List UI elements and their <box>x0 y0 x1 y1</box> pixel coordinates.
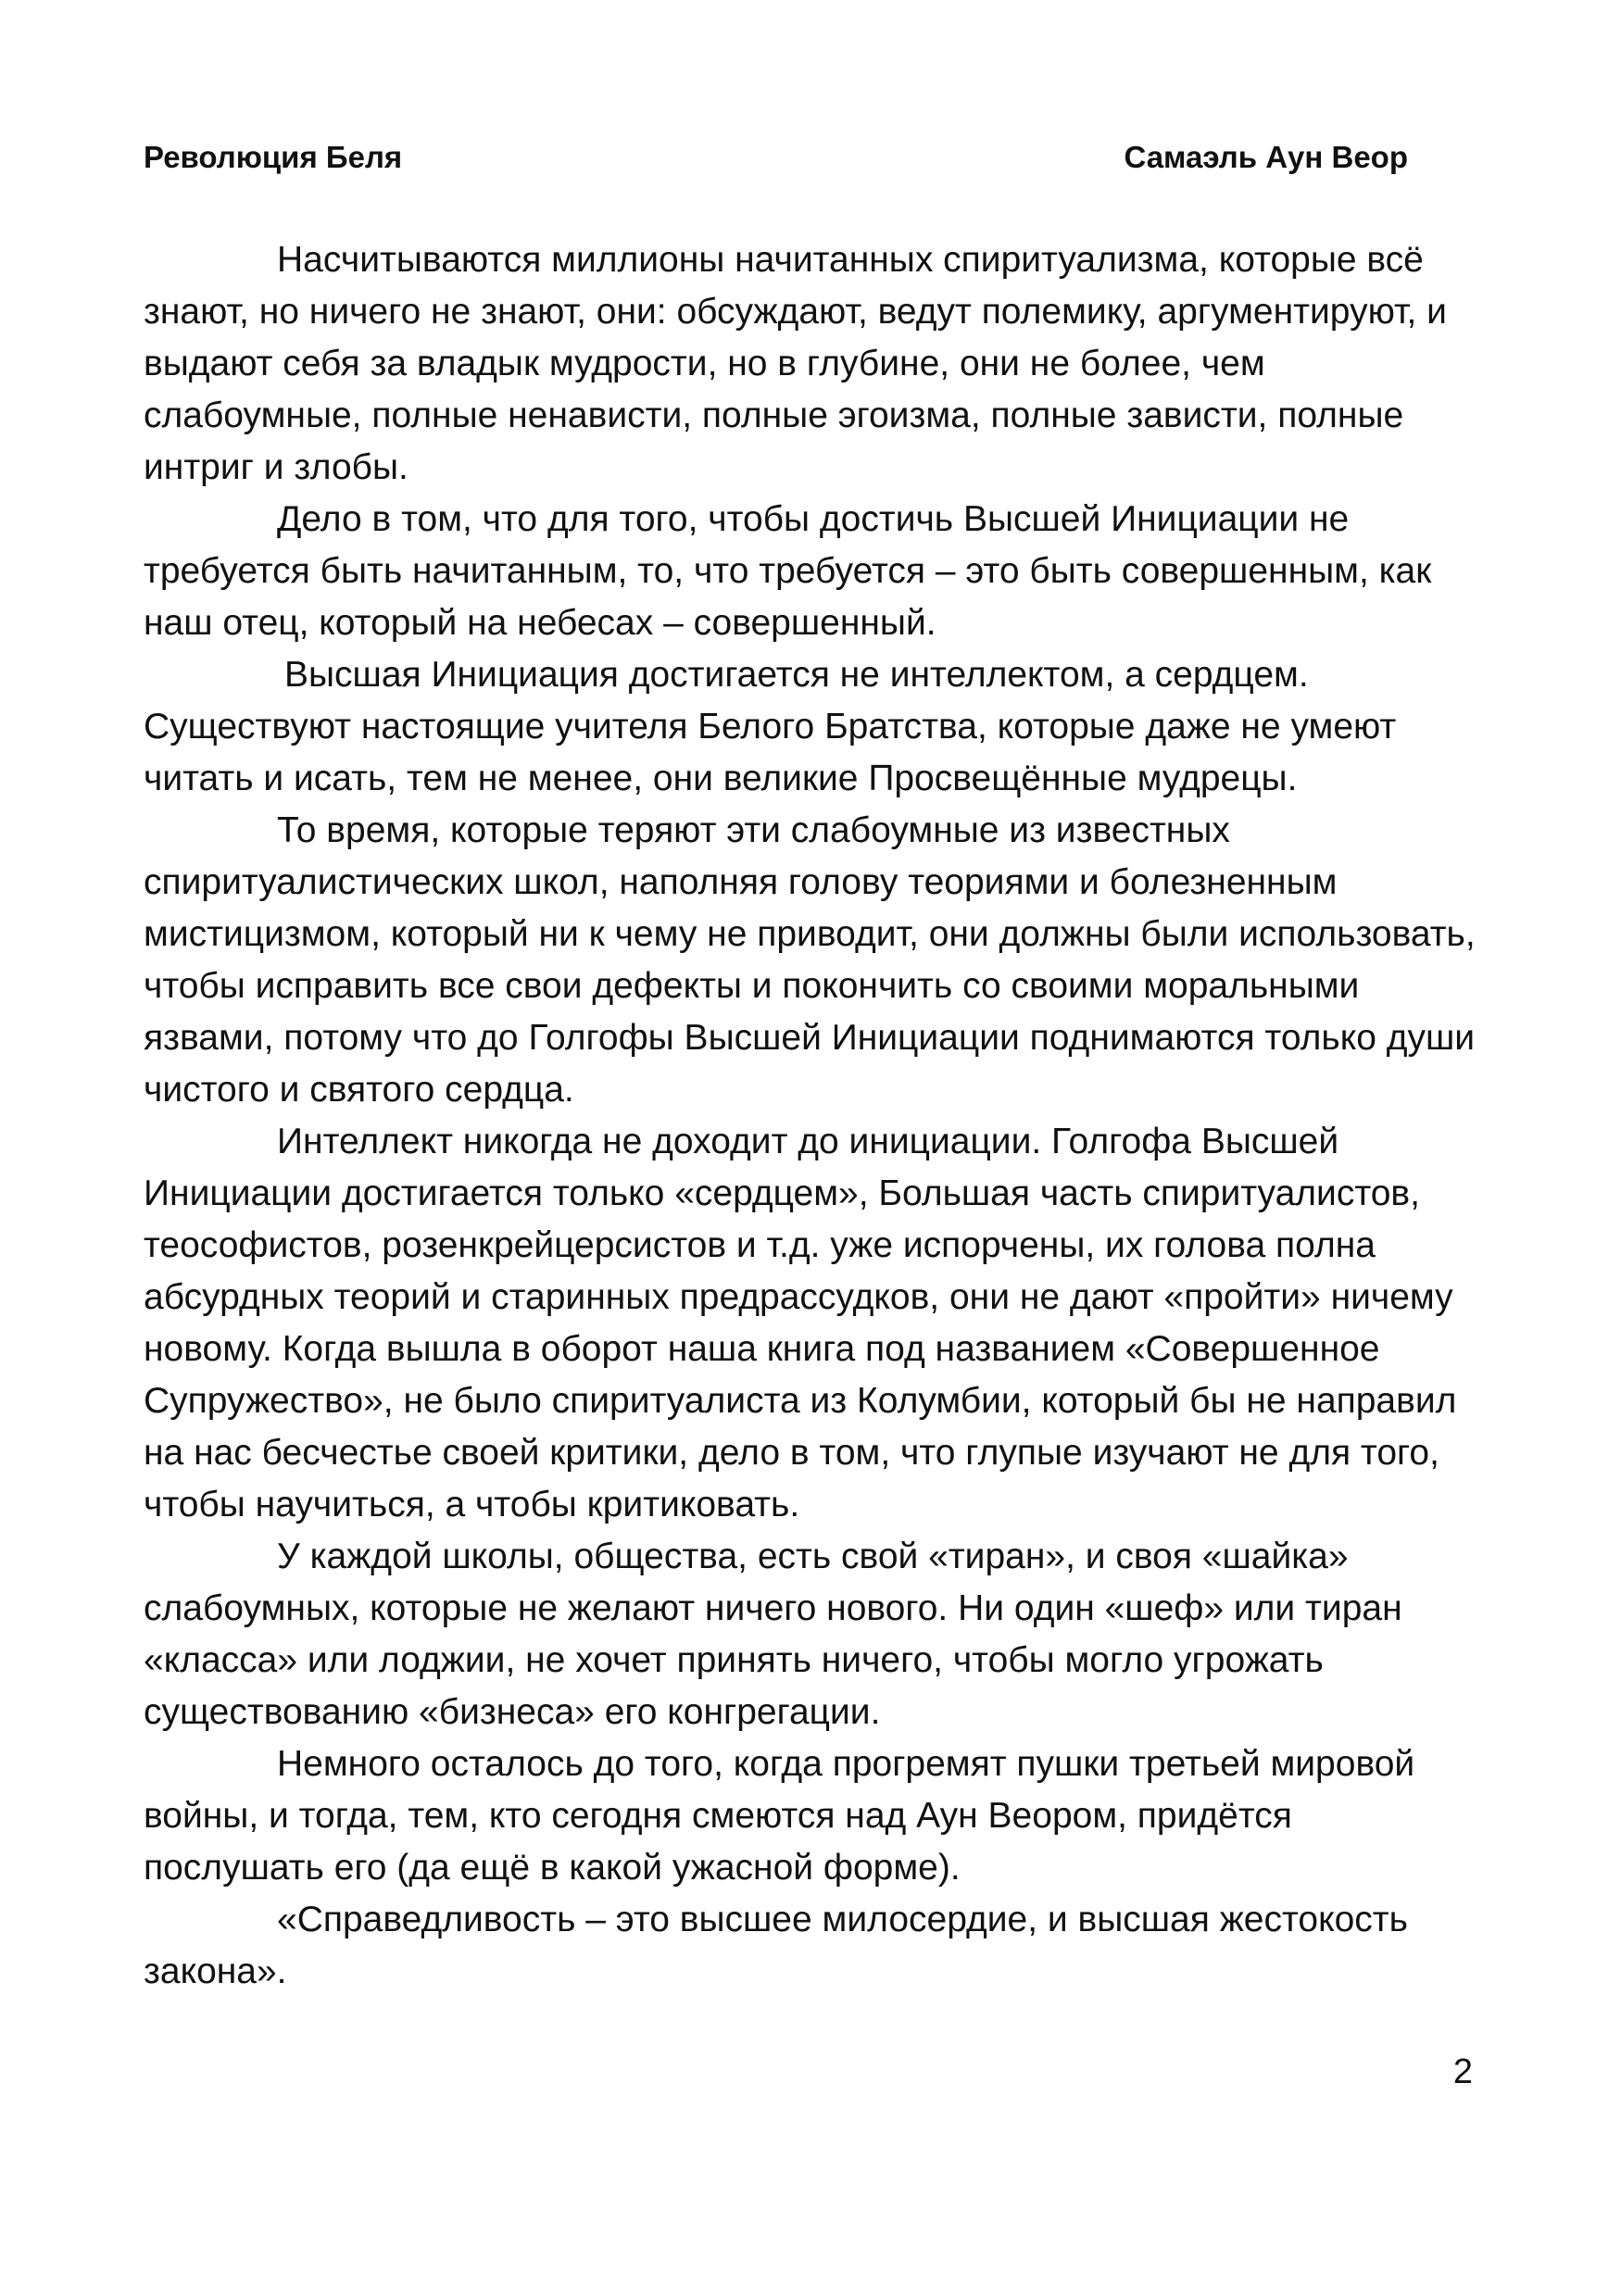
paragraph: Дело в том, что для того, чтобы достичь Высшей Инициации не требуется быть начитанным, то, что требуется – это быть совершенным, как наш отец, который на небесах – совершенный. <box>144 499 1432 643</box>
running-header <box>144 139 1408 176</box>
paragraph: «Справедливость – это высшее милосердие, и высшая жестокость закона». <box>144 1900 1408 1991</box>
header-book-title: Революция Беля <box>144 140 403 174</box>
page-number: 2 <box>1452 2052 1473 2091</box>
header-author: Самаэль Аун Веор <box>1124 140 1408 174</box>
paragraph: Высшая Инициация достигается не интеллектом, а сердцем. Существуют настоящие учителя Белого Братства, которые даже не умеют читать и исать, тем не менее, они великие Просвещённые мудрецы. <box>144 655 1397 798</box>
paragraph: Интеллект никогда не доходит до инициации. Голгофа Высшей Инициации достигается только «сердцем», Большая часть спиритуалистов, теософистов, розенкрейцерсистов и т.д. уже испорчены, их голова полна абсурдных теорий и старинных предрассудков, они не дают «пройти» ничему новому. Когда вышла в оборот наша книга под названием «Совершенное Супружество», не было спиритуалиста из Колумбии, который бы не направил на нас бесчестье своей критики, дело в том, что глупые изучают не для того, чтобы научиться, а чтобы критиковать. <box>144 1122 1457 1524</box>
paragraph: Немного осталось до того, когда прогремят пушки третьей мировой войны, и тогда, тем, кто сегодня смеются над Аун Веором, придётся послушать его (да ещё в какой ужасной форме). <box>144 1744 1415 1888</box>
paragraph: У каждой школы, общества, есть свой «тиран», и своя «шайка» слабоумных, которые не желают ничего нового. Ни один «шеф» или тиран «класса» или лоджии, не хочет принять ничего, чтобы могло угрожать существованию «бизнеса» его конгрегации. <box>144 1537 1402 1732</box>
paragraph: Насчитываются миллионы начитанных спиритуализма, которые всё знают, но ничего не знают, они: обсуждают, ведут полемику, аргументируют, и выдают себя за владык мудрости, но в глубине, они не более, чем слабоумные, полные ненависти, полные эгоизма, полные зависти, полные интриг и злобы. <box>144 240 1447 487</box>
paragraph: То время, которые теряют эти слабоумные из известных спиритуалистических школ, наполняя голову теориями и болезненным мистицизмом, который ни к чему не приводит, они должны были использовать, чтобы исправить все свои дефекты и покончить со своими моральными язвами, потому что до Голгофы Высшей Инициации поднимаются только души чистого и святого сердца. <box>144 810 1476 1110</box>
body-text <box>144 234 1477 1998</box>
